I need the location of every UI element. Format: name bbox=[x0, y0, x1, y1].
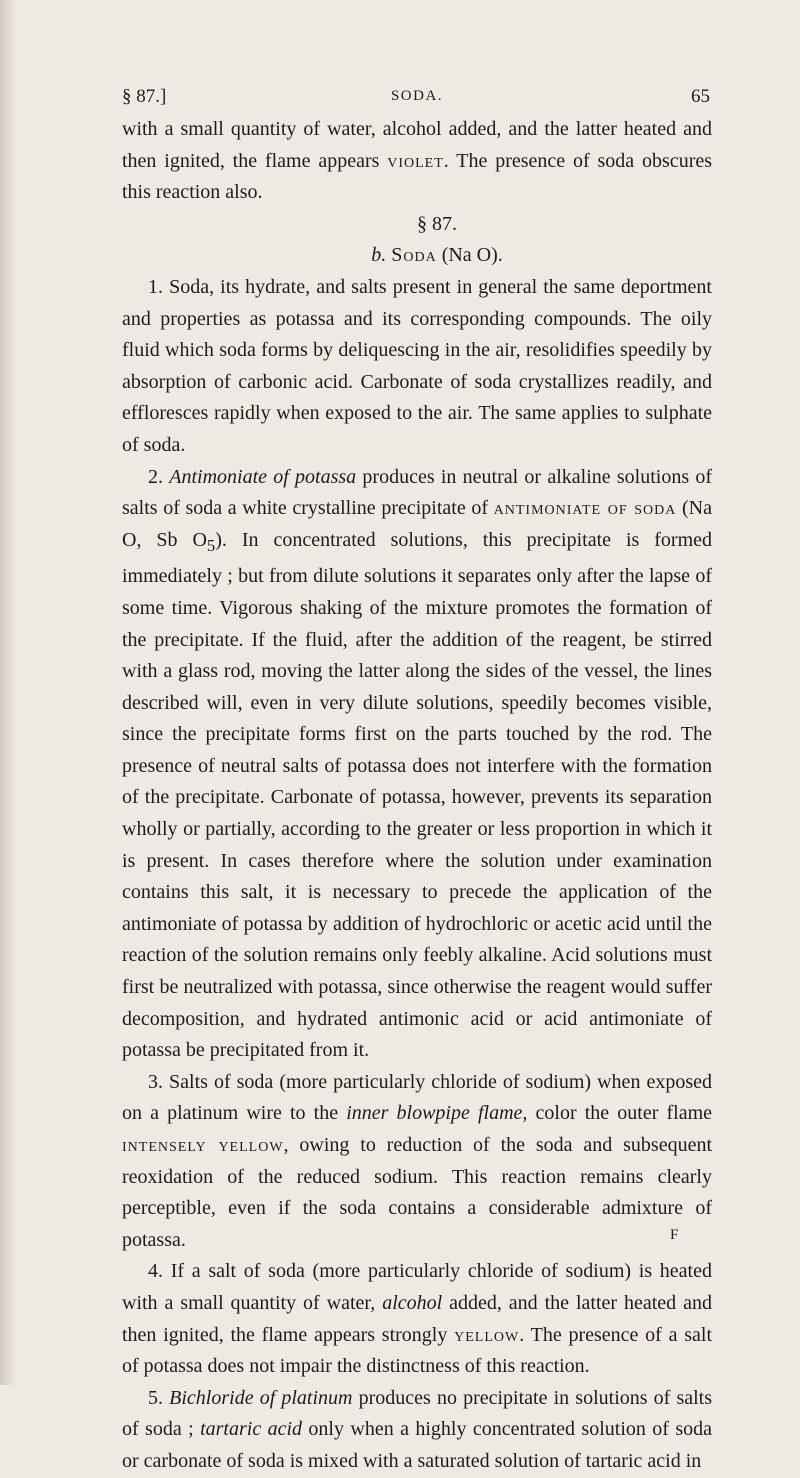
page-gutter-shadow bbox=[0, 0, 16, 1385]
emphasis-alcohol: alcohol bbox=[382, 1291, 443, 1314]
section-mark: § 87. bbox=[417, 212, 457, 235]
section-title bbox=[122, 240, 712, 272]
continuation-paragraph bbox=[122, 114, 712, 209]
paragraph-3 bbox=[122, 1067, 712, 1257]
term-violet: violet bbox=[387, 149, 444, 172]
text-run: ). In concentrated solutions, this precipitate is formed immediately ; but from dilute solutions it separates only after the lapse of some time. Vigorous shaking of the mixture promotes the formation of the precipitate. If the fluid, after the addition of the reagent, be stirred with a glass rod, moving the latter along the sides of the vessel, the lines described will, even in very dilute solutions, speedily becomes visible, since the precipitate forms first on the parts touched by the rod. The presence of neutral salts of potassa does not interfere with the formation of the precipitate. Carbonate of potassa, however, prevents its separation wholly or partially, according to the greater or less proportion in which it is present. In cases therefore where the solution under examination contains this salt, it is necessary to precede the application of the antimoniate of potassa by addition of hydrochloric or acetic acid until the reaction of the solution remains only feebly alkaline. Acid solutions must first be neutralized with potassa, since otherwise the reagent would suffer decomposition, and hydrated antimonic acid or acid antimoniate of potassa be precipitated from it. bbox=[122, 528, 712, 1062]
text-run: 4. If a salt of soda (more particularly chloride of sodium) is heated with a small quantity of water, bbox=[122, 1260, 712, 1314]
text-run: only when a highly concentrated solution of soda or carbonate of soda is mixed with a saturated solution of tartaric acid in bbox=[122, 1418, 712, 1472]
text-run: (Na O, Sb O bbox=[122, 497, 712, 551]
running-head-title: SODA. bbox=[390, 88, 444, 104]
text-run: , color the outer flame bbox=[522, 1102, 713, 1125]
term-intensely-yellow: intensely yellow bbox=[122, 1134, 284, 1156]
section-formula: (Na O). bbox=[441, 244, 503, 267]
text-run: 3. Salts of soda (more particularly chloride of sodium) when exposed on a platinum wire to the bbox=[122, 1070, 712, 1125]
paragraph-1: 1. Soda, its hydrate, and salts present in general the same deportment and properties as potassa and its corresponding compounds. The oily fluid which soda forms by deliquescing in the air, resolidifies speedily by absorption of carbonic acid. Carbonate of soda crystallizes readily, and effloresces rapidly when exposed to the air. The same applies to sulphate of soda. bbox=[122, 275, 712, 456]
text-run: added, and the latter heated and then ignited, the flame appears strongly bbox=[122, 1291, 712, 1346]
reagent-name: Bichloride of platinum bbox=[169, 1386, 353, 1409]
running-head bbox=[122, 86, 710, 114]
body-text bbox=[122, 114, 712, 1478]
text-run: , owing to reduction of the soda and subsequent reoxidation of the reduced sodium. This reaction remains clearly perceptible, even if the soda contains a considerable admixture of potassa. bbox=[122, 1134, 712, 1251]
reagent-name: Antimoniate of potassa bbox=[169, 465, 357, 488]
paragraph-4 bbox=[122, 1256, 712, 1382]
paragraph-number: 2. bbox=[148, 465, 163, 488]
paragraph-5 bbox=[122, 1383, 712, 1478]
emphasis-tartaric-acid: tartaric acid bbox=[200, 1418, 303, 1441]
paragraph-number: 5. bbox=[148, 1386, 163, 1409]
text-run: with a small quantity of water, alcohol added, and the latter heated and then ignited, the flame appears bbox=[122, 118, 712, 172]
emphasis-blowpipe: inner blowpipe flame bbox=[346, 1102, 523, 1125]
section-name: Soda bbox=[391, 244, 437, 267]
running-head-section: § 87.] bbox=[122, 86, 167, 107]
text-run: produces no precipitate in solutions of salts of soda ; bbox=[122, 1386, 713, 1441]
text-run: . The presence of soda obscures this reaction also. bbox=[122, 149, 713, 204]
section-letter: b. bbox=[371, 244, 387, 267]
text-run: produces in neutral or alkaline solutions of salts of soda a white crystalline precipitate of bbox=[122, 465, 713, 520]
term-yellow: yellow bbox=[454, 1323, 520, 1346]
text-run: . The presence of a salt of potassa does not impair the distinctness of this reaction. bbox=[122, 1323, 712, 1378]
term-antimoniate: antimoniate of soda bbox=[493, 497, 677, 520]
page-number: 65 bbox=[691, 86, 710, 107]
paragraph-2 bbox=[122, 462, 712, 1067]
subscript: 5 bbox=[206, 535, 216, 555]
signature-mark: F bbox=[670, 1227, 679, 1243]
